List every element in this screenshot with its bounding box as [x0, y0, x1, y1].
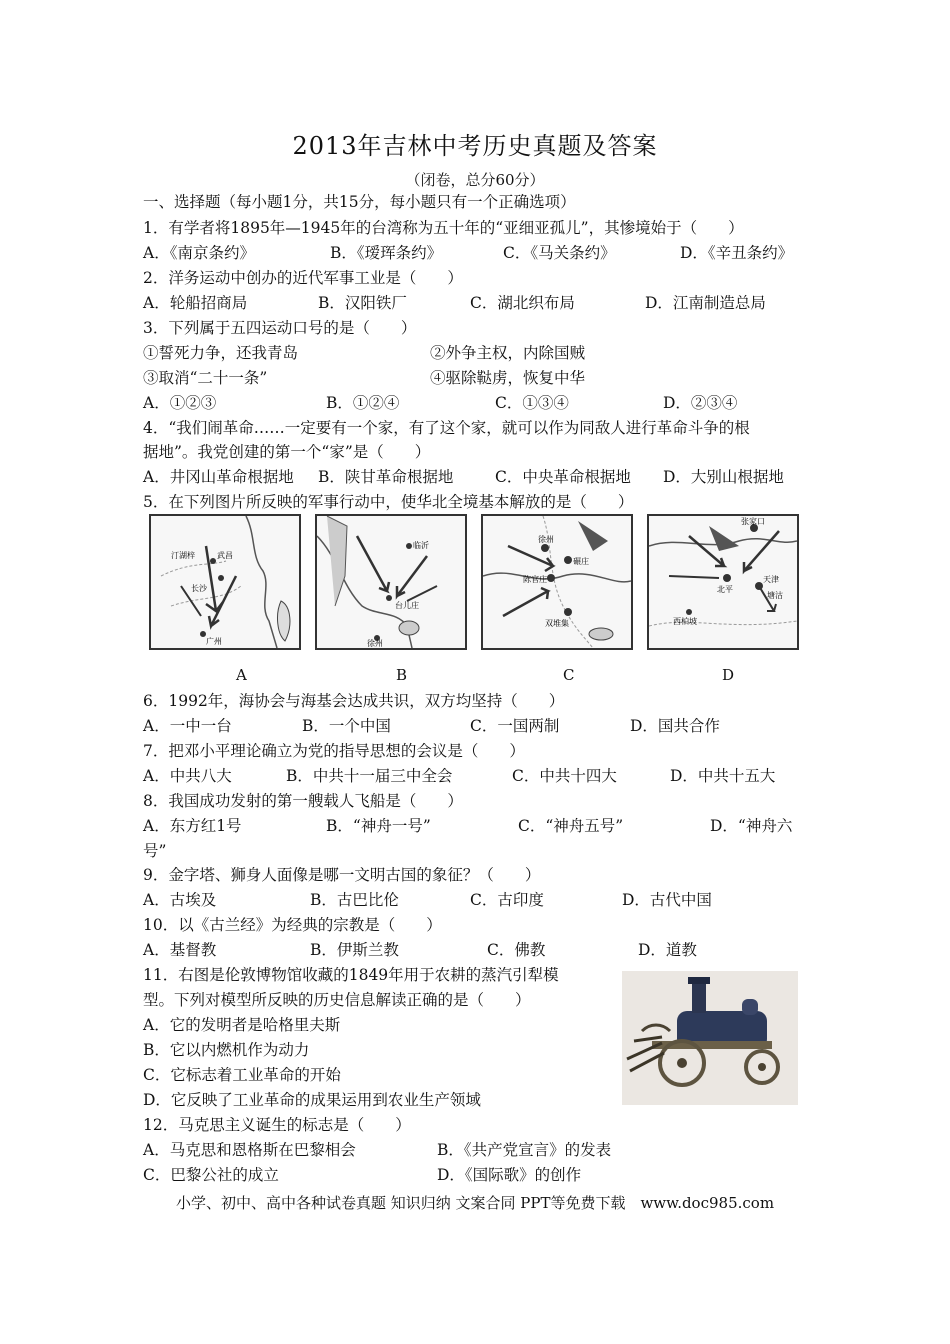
question-4-line-1: 4．“我们闹革命……一定要有一个家，有了这个家，就可以作为同敌人进行革命斗争的根 [143, 419, 750, 437]
q3-option-d: D．②③④ [663, 394, 738, 412]
question-6: 6．1992年，海协会与海基会达成共识，双方均坚持（ ） [143, 692, 565, 710]
question-3: 3．下列属于五四运动口号的是（ ） [143, 319, 417, 337]
map-c-place-1: 徐州 [538, 535, 554, 544]
map-d-place-3: 天津 [763, 575, 779, 584]
steam-plough-photo [622, 971, 798, 1105]
question-11-line-2: 型。下列对模型所反映的历史信息解读正确的是（ ） [143, 991, 531, 1009]
q1-option-d: D．《辛丑条约》 [680, 244, 794, 262]
q10-option-b: B．伊斯兰教 [310, 941, 399, 959]
q1-option-a: A．《南京条约》 [143, 244, 255, 262]
map-d-place-4: 塘沽 [767, 591, 783, 600]
q6-option-a: A．一中一台 [143, 717, 232, 735]
q7-option-a: A．中共八大 [143, 767, 232, 785]
q3-statement-4: ④驱除鞑虏，恢复中华 [430, 369, 586, 387]
section-heading: 一、选择题（每小题1分，共15分，每小题只有一个正确选项） [143, 193, 576, 211]
question-5: 5．在下列图片所反映的军事行动中，使华北全境基本解放的是（ ） [143, 493, 634, 511]
q8-option-d-wrap: 号” [143, 842, 167, 860]
page-title: 2013年吉林中考历史真题及答案 [292, 132, 658, 160]
q2-option-b: B．汉阳铁厂 [318, 294, 407, 312]
q9-option-b: B．古巴比伦 [310, 891, 399, 909]
q6-option-c: C．一国两制 [470, 717, 560, 735]
map-b-place-1: 临沂 [413, 541, 429, 550]
q3-option-a: A．①②③ [143, 394, 217, 412]
question-12: 12．马克思主义诞生的标志是（ ） [143, 1116, 411, 1134]
q8-option-d: D．“神舟六 [710, 817, 793, 835]
q10-option-c: C．佛教 [487, 941, 546, 959]
map-d-place-2: 北平 [717, 585, 733, 594]
map-label-d: D [722, 666, 735, 684]
question-8: 8．我国成功发射的第一艘载人飞船是（ ） [143, 792, 463, 810]
map-d [647, 514, 799, 650]
q8-option-a: A．东方红1号 [143, 817, 242, 835]
q8-option-b: B．“神舟一号” [326, 817, 431, 835]
map-c-place-4: 双堆集 [545, 619, 569, 628]
q2-option-d: D．江南制造总局 [645, 294, 766, 312]
map-d-place-5: 西柏坡 [673, 617, 697, 626]
q3-statement-3: ③取消“二十一条” [143, 369, 268, 387]
q12-option-c: C．巴黎公社的成立 [143, 1166, 279, 1184]
q6-option-b: B．一个中国 [302, 717, 391, 735]
q11-option-c: C．它标志着工业革命的开始 [143, 1066, 341, 1084]
map-c-place-3: 陈官庄 [523, 575, 547, 584]
map-b-place-2: 台儿庄 [395, 601, 419, 610]
map-a-place-2: 武昌 [217, 551, 233, 560]
q3-option-b: B．①②④ [326, 394, 400, 412]
q4-option-a: A．井冈山革命根据地 [143, 468, 294, 486]
q3-option-c: C．①③④ [495, 394, 569, 412]
q2-option-a: A．轮船招商局 [143, 294, 248, 312]
exam-subtitle: （闭卷，总分60分） [405, 171, 545, 189]
q1-option-b: B．《瑷珲条约》 [330, 244, 443, 262]
q10-option-a: A．基督教 [143, 941, 217, 959]
map-b-place-3: 徐州 [367, 639, 383, 648]
map-label-a: A [236, 666, 247, 684]
q1-option-c: C．《马关条约》 [503, 244, 616, 262]
map-label-c: C [563, 666, 575, 684]
q12-option-b: B．《共产党宣言》的发表 [437, 1141, 612, 1159]
page-footer: 小学、初中、高中各种试卷真题 知识归纳 文案合同 PPT等免费下载 www.doc985.com [175, 1194, 775, 1212]
q9-option-d: D．古代中国 [622, 891, 712, 909]
map-c [481, 514, 633, 650]
q4-option-b: B．陕甘革命根据地 [318, 468, 454, 486]
question-4-line-2: 据地”。我党创建的第一个“家”是（ ） [143, 443, 431, 461]
question-11-line-1: 11．右图是伦敦博物馆收藏的1849年用于农耕的蒸汽引犁模 [143, 966, 559, 984]
q8-option-c: C．“神舟五号” [518, 817, 624, 835]
q3-statement-1: ①誓死力争，还我青岛 [143, 344, 299, 362]
q9-option-c: C．古印度 [470, 891, 544, 909]
q11-option-d: D．它反映了工业革命的成果运用到农业生产领域 [143, 1091, 481, 1109]
q11-option-b: B．它以内燃机作为动力 [143, 1041, 310, 1059]
q7-option-d: D．中共十五大 [670, 767, 776, 785]
map-c-place-2: 碾庄 [573, 557, 589, 566]
question-10: 10．以《古兰经》为经典的宗教是（ ） [143, 916, 442, 934]
map-a-place-1: 汀湖梓 [171, 551, 195, 560]
q6-option-d: D．国共合作 [630, 717, 720, 735]
q9-option-a: A．古埃及 [143, 891, 217, 909]
map-a-place-4: 广州 [206, 637, 222, 646]
map-b [315, 514, 467, 650]
q4-option-c: C．中央革命根据地 [495, 468, 631, 486]
question-1: 1．有学者将1895年—1945年的台湾称为五十年的“亚细亚孤儿”，其惨境始于（ ） [143, 219, 744, 237]
question-7: 7．把邓小平理论确立为党的指导思想的会议是（ ） [143, 742, 525, 760]
q12-option-d: D．《国际歌》的创作 [437, 1166, 582, 1184]
q7-option-b: B．中共十一届三中全会 [286, 767, 453, 785]
q12-option-a: A．马克思和恩格斯在巴黎相会 [143, 1141, 356, 1159]
q2-option-c: C．湖北织布局 [470, 294, 575, 312]
question-9: 9．金字塔、狮身人面像是哪一文明古国的象征？（ ） [143, 866, 541, 884]
q7-option-c: C．中共十四大 [512, 767, 617, 785]
map-label-b: B [396, 666, 408, 684]
map-d-place-1: 张家口 [741, 517, 765, 526]
question-2: 2．洋务运动中创办的近代军事工业是（ ） [143, 269, 463, 287]
battle-maps [149, 514, 801, 652]
q11-option-a: A．它的发明者是哈格里夫斯 [143, 1016, 341, 1034]
map-a-place-3: 长沙 [191, 584, 207, 593]
q4-option-d: D．大别山根据地 [663, 468, 784, 486]
q10-option-d: D．道教 [638, 941, 697, 959]
q3-statement-2: ②外争主权，内除国贼 [430, 344, 586, 362]
map-a [149, 514, 301, 650]
